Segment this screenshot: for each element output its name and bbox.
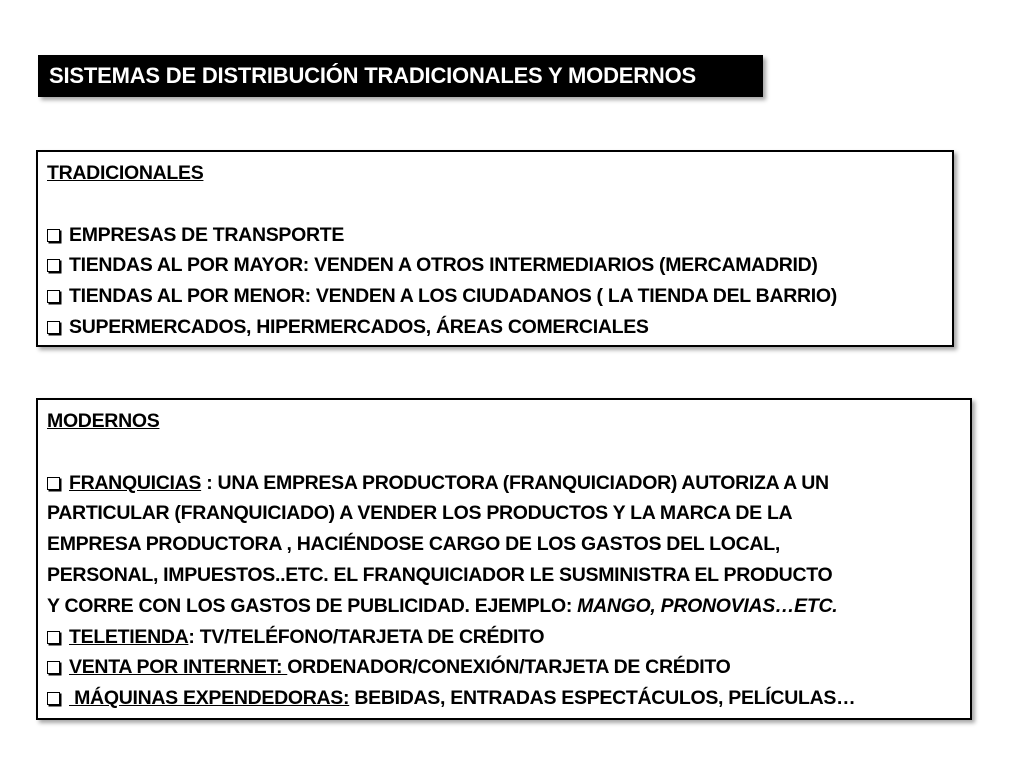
modern-systems-box	[36, 398, 972, 720]
internet-sales-term: VENTA POR INTERNET:	[69, 656, 288, 679]
list-item	[47, 220, 944, 251]
teleshopping-term: TELETIENDA	[69, 625, 189, 648]
franchise-text-line-5-main: Y CORRE CON LOS GASTOS DE PUBLICIDAD. EJEMPLO:	[47, 594, 578, 617]
checkbox-bullet-icon	[47, 229, 60, 242]
list-item-text: TIENDAS AL POR MENOR: VENDEN A LOS CIUDADANOS ( LA TIENDA DEL BARRIO)	[69, 285, 837, 308]
list-item-text: TIENDAS AL POR MAYOR: VENDEN A OTROS INTERMEDIARIOS (MERCAMADRID)	[69, 254, 818, 277]
checkbox-bullet-icon	[47, 259, 60, 272]
list-item	[47, 250, 944, 281]
franchise-text-line-3: EMPRESA PRODUCTORA , HACIÉNDOSE CARGO DE LOS GASTOS DEL LOCAL,	[47, 533, 780, 556]
franchise-text-line-4: PERSONAL, IMPUESTOS..ETC. EL FRANQUICIADOR LE SUSMINISTRA EL PRODUCTO	[47, 563, 833, 586]
list-item-text: SUPERMERCADOS, HIPERMERCADOS, ÁREAS COMERCIALES	[69, 315, 649, 338]
checkbox-bullet-icon	[47, 477, 60, 490]
list-item	[47, 312, 944, 343]
franchise-text-line-1: : UNA EMPRESA PRODUCTORA (FRANQUICIADOR) AUTORIZA A UN	[201, 471, 829, 494]
franchise-text-line-2: PARTICULAR (FRANQUICIADO) A VENDER LOS PRODUCTOS Y LA MARCA DE LA	[47, 502, 793, 525]
franchise-term: FRANQUICIAS	[69, 471, 202, 494]
internet-sales-item	[47, 652, 962, 683]
list-item	[47, 281, 944, 312]
internet-sales-text: ORDENADOR/CONEXIÓN/TARJETA DE CRÉDITO	[287, 656, 731, 679]
checkbox-bullet-icon	[47, 661, 60, 674]
franchise-item	[47, 468, 962, 499]
checkbox-bullet-icon	[47, 290, 60, 303]
spacer	[47, 437, 962, 468]
modern-heading: MODERNOS	[47, 410, 160, 432]
traditional-heading: TRADICIONALES	[47, 162, 204, 184]
spacer	[47, 189, 944, 220]
checkbox-bullet-icon	[47, 321, 60, 334]
franchise-example: MANGO, PRONOVIAS…ETC.	[577, 594, 838, 617]
slide-title: SISTEMAS DE DISTRIBUCIÓN TRADICIONALES Y MODERNOS	[38, 55, 763, 97]
franchise-text-line-5	[47, 591, 962, 622]
vending-machines-text: BEBIDAS, ENTRADAS ESPECTÁCULOS, PELÍCULAS…	[349, 687, 856, 710]
list-item-text: EMPRESAS DE TRANSPORTE	[69, 223, 345, 246]
vending-machines-item	[47, 683, 962, 714]
teleshopping-text: : TV/TELÉFONO/TARJETA DE CRÉDITO	[188, 625, 545, 648]
checkbox-bullet-icon	[47, 631, 60, 644]
checkbox-bullet-icon	[47, 692, 60, 705]
teleshopping-item	[47, 622, 962, 653]
vending-machines-term: MÁQUINAS EXPENDEDORAS:	[69, 687, 350, 710]
traditional-systems-box	[36, 150, 954, 347]
